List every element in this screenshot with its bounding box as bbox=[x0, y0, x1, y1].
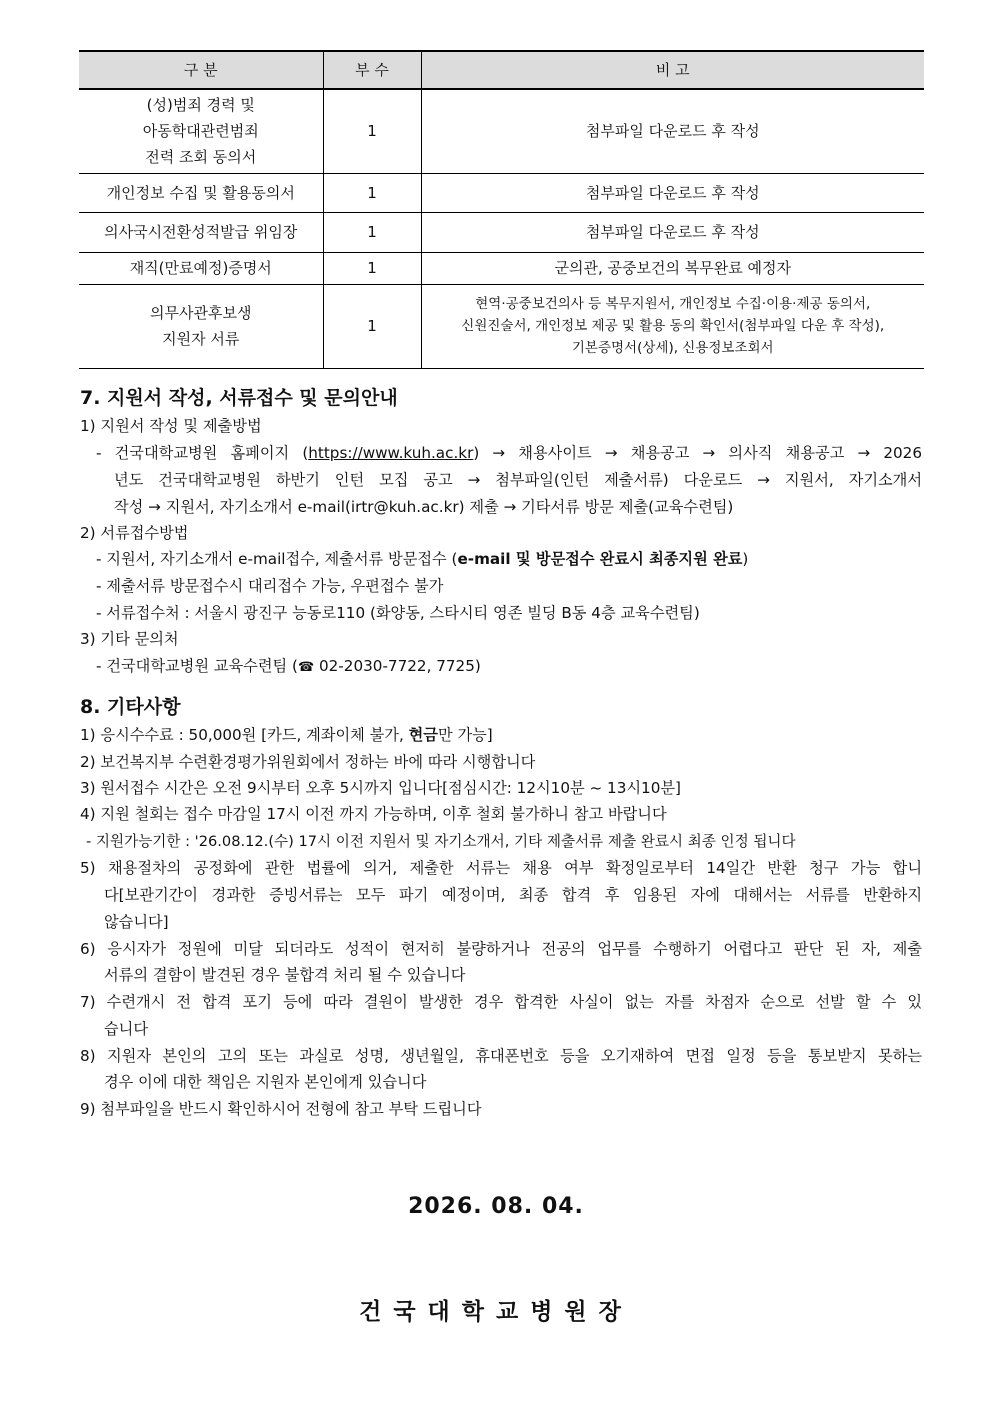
section-8-item-5-line3: 않습니다] bbox=[104, 913, 169, 931]
section-7-sub3-line1 bbox=[96, 653, 481, 681]
section-7-sub2-line1 bbox=[96, 546, 748, 573]
header-note: 비 고 bbox=[421, 51, 924, 89]
table-row bbox=[79, 284, 924, 368]
section-7-title: 7. 지원서 작성, 서류접수 및 문의안내 bbox=[80, 387, 398, 409]
text-span: - 지원서, 자기소개서 e-mail접수, 제출서류 방문접수 ( bbox=[96, 550, 458, 568]
section-8-item-1 bbox=[80, 722, 493, 749]
section-8-item-4-sub: - 지원가능기한 : '26.08.12.(수) 17시 이전 지원서 및 자기소개서, 기타 제출서류 제출 완료시 최종 인정 됩니다 bbox=[86, 833, 796, 850]
section-8-item-7-line2: 습니다 bbox=[104, 1020, 149, 1038]
cell-line: 현역·공중보건의사 등 복무지원서, 개인정보 수집·이용·제공 동의서, bbox=[475, 296, 871, 312]
section-8-item-5-line1: 5) 채용절차의 공정화에 관한 법률에 의거, 제출한 서류는 채용 여부 확정일로부터 14일간 반환 청구 가능 합니 bbox=[80, 859, 922, 877]
text-span: - 건국대학교병원 교육수련팀 ( bbox=[96, 657, 298, 675]
section-8-item-3: 3) 원서접수 시간은 오전 9시부터 오후 5시까지 입니다[점심시간: 12시10분 ~ 13시10분] bbox=[80, 779, 681, 797]
text-span: 1) 응시수수료 : 50,000원 [카드, 계좌이체 불가, bbox=[80, 726, 409, 744]
phone-icon: ☎ bbox=[297, 660, 315, 675]
section-7-sub3-title: 3) 기타 문의처 bbox=[80, 630, 179, 648]
row-count: 1 bbox=[323, 284, 421, 368]
table-row bbox=[79, 212, 924, 252]
section-8-item-2: 2) 보건복지부 수련환경평가위원회에서 정하는 바에 따라 시행합니다 bbox=[80, 753, 536, 771]
section-8-item-8-line2: 경우 이에 대한 책임은 지원자 본인에게 있습니다 bbox=[104, 1073, 427, 1091]
cell-line: 의무사관후보생 bbox=[150, 304, 252, 322]
section-7-sub1-line2: 년도 건국대학교병원 하반기 인턴 모집 공고 → 첨부파일(인턴 제출서류) 다운로드 → 지원서, 자기소개서 bbox=[114, 471, 922, 489]
table-row bbox=[79, 173, 924, 212]
emphasis-text: e-mail 및 방문접수 완료시 최종지원 완료 bbox=[457, 550, 743, 568]
section-7-sub2-title: 2) 서류접수방법 bbox=[80, 524, 189, 542]
text-span: ) bbox=[742, 550, 749, 568]
row-note bbox=[421, 284, 924, 368]
row-count: 1 bbox=[323, 89, 421, 173]
section-8-item-4: 4) 지원 철회는 접수 마감일 17시 이전 까지 가능하며, 이후 철회 불가하니 참고 바랍니다 bbox=[80, 805, 667, 823]
row-note: 첨부파일 다운로드 후 작성 bbox=[421, 89, 924, 173]
row-note: 첨부파일 다운로드 후 작성 bbox=[421, 173, 924, 212]
section-8-item-8-line1: 8) 지원자 본인의 고의 또는 과실로 성명, 생년월일, 휴대폰번호 등을 오기재하여 면접 일정 등을 통보받지 못하는 bbox=[80, 1047, 922, 1065]
cell-line: 기본증명서(상세), 신용정보조회서 bbox=[571, 340, 774, 356]
text-span: ) → 채용사이트 → 채용공고 → 의사직 채용공고 → 2026 bbox=[473, 444, 922, 462]
row-note: 첨부파일 다운로드 후 작성 bbox=[421, 212, 924, 252]
text-span: 02-2030-7722, 7725) bbox=[314, 657, 481, 675]
row-count: 1 bbox=[323, 212, 421, 252]
section-8-item-7-line1: 7) 수련개시 전 합격 포기 등에 따라 결원이 발생한 경우 합격한 사실이 없는 자를 차점자 순으로 선발 할 수 있 bbox=[80, 993, 922, 1011]
header-category: 구 분 bbox=[79, 51, 323, 89]
row-item bbox=[79, 89, 323, 173]
row-item: 개인정보 수집 및 활용동의서 bbox=[79, 173, 323, 212]
row-note: 군의관, 공중보건의 복무완료 예정자 bbox=[421, 252, 924, 284]
row-count: 1 bbox=[323, 252, 421, 284]
row-item: 의사국시전환성적발급 위임장 bbox=[79, 212, 323, 252]
section-8-title: 8. 기타사항 bbox=[80, 696, 181, 718]
required-documents-table bbox=[79, 50, 924, 369]
section-8-item-9: 9) 첨부파일을 반드시 확인하시어 전형에 참고 부탁 드립니다 bbox=[80, 1100, 482, 1118]
section-7-sub2-line2: - 제출서류 방문접수시 대리접수 가능, 우편접수 불가 bbox=[96, 577, 444, 595]
table-row bbox=[79, 252, 924, 284]
cell-line: 아동학대관련범죄 bbox=[142, 122, 259, 141]
section-8-item-6-line2: 서류의 결함이 발견된 경우 불합격 처리 될 수 있습니다 bbox=[104, 966, 466, 984]
table-header-row bbox=[79, 51, 924, 89]
text-span: 만 가능] bbox=[437, 726, 493, 744]
homepage-link[interactable]: https://www.kuh.ac.kr bbox=[308, 444, 474, 462]
hospital-director-signature: 건국대학교병원장 bbox=[359, 1299, 633, 1325]
section-7-sub1-line3: 작성 → 지원서, 자기소개서 e-mail(irtr@kuh.ac.kr) 제출 → 기타서류 방문 제출(교육수련팀) bbox=[114, 498, 734, 516]
row-item bbox=[79, 284, 323, 368]
cell-line: 지원자 서류 bbox=[162, 330, 240, 348]
row-item: 재직(만료예정)증명서 bbox=[79, 252, 323, 284]
document-date: 2026. 08. 04. bbox=[408, 1194, 584, 1219]
row-count: 1 bbox=[323, 173, 421, 212]
emphasis-text: 현금 bbox=[408, 726, 438, 744]
section-8-item-5-line2: 다[보관기간이 경과한 증빙서류는 모두 파기 예정이며, 최종 합격 후 임용된 자에 대해서는 서류를 반환하지 bbox=[104, 886, 922, 904]
table-row bbox=[79, 89, 924, 173]
section-7-sub2-line3: - 서류접수처 : 서울시 광진구 능동로110 (화양동, 스타시티 영존 빌딩 B동 4층 교육수련팀) bbox=[96, 604, 700, 622]
section-7-sub1-line1 bbox=[96, 440, 922, 467]
section-8-item-6-line1: 6) 응시자가 정원에 미달 되더라도 성적이 현저히 불량하거나 전공의 업무를 수행하기 어렵다고 판단 된 자, 제출 bbox=[80, 940, 922, 958]
section-7-sub1-title: 1) 지원서 작성 및 제출방법 bbox=[80, 417, 262, 435]
cell-line: 전력 조회 동의서 bbox=[145, 148, 257, 167]
cell-line: 신원진술서, 개인정보 제공 및 활용 동의 확인서(첨부파일 다운 후 작성), bbox=[461, 318, 885, 334]
text-span: - 건국대학교병원 홈페이지 ( bbox=[96, 444, 309, 462]
cell-line: (성)범죄 경력 및 bbox=[146, 96, 255, 115]
header-count: 부 수 bbox=[323, 51, 421, 89]
